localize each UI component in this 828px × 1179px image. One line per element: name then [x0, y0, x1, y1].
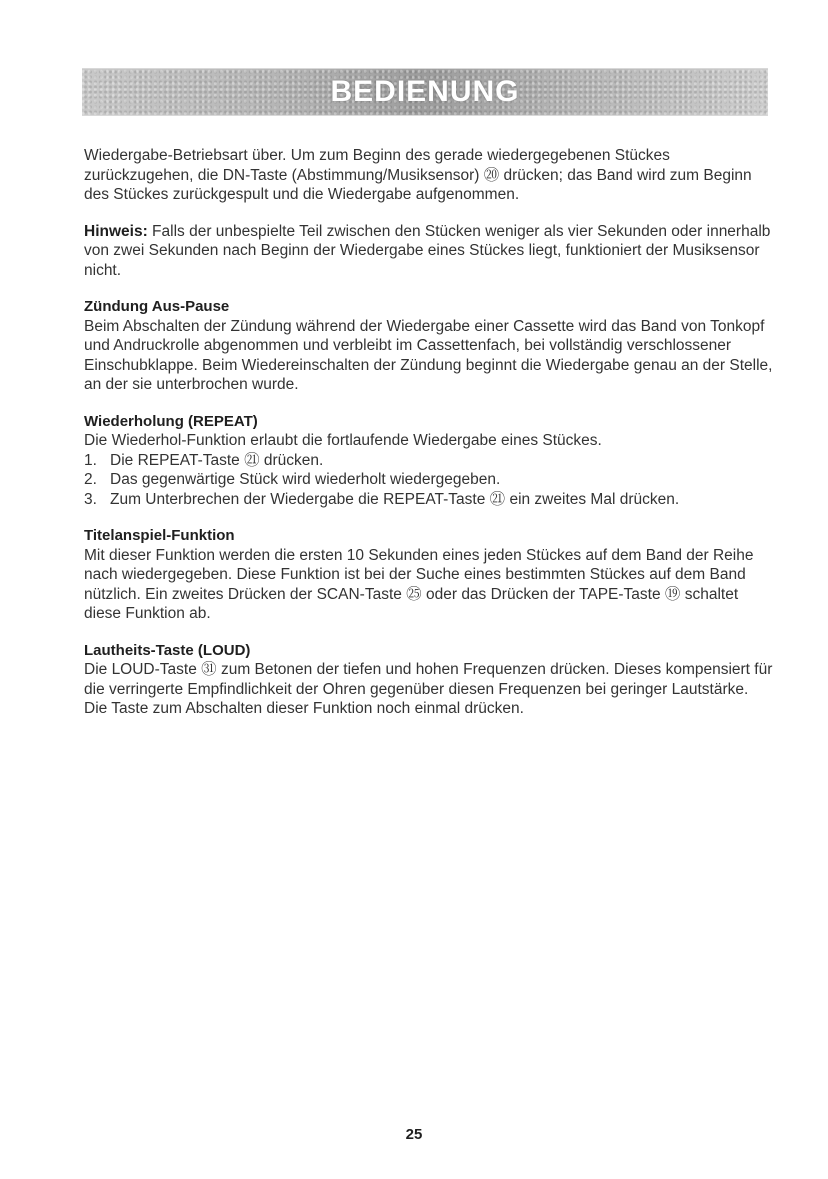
manual-content — [84, 146, 774, 736]
step-number: 3. — [84, 490, 97, 508]
section-ignition-pause — [84, 297, 774, 395]
section-heading: Wiederholung (REPEAT) — [84, 412, 258, 430]
note-text: Falls der unbespielte Teil zwischen den Stücken weniger als vier Sekunden oder innerhalb von zwei Sekunden nach Beginn der Wiedergabe eines Stückes liegt, funktioniert der Musiksensor nicht. — [84, 222, 771, 279]
section-text: Die Wiederhol-Funktion erlaubt die fortlaufende Wiedergabe eines Stückes. — [84, 432, 602, 449]
section-text: Mit dieser Funktion werden die ersten 10 Sekunden eines jeden Stückes auf dem Band der Reihe nach wiedergegeben. Diese Funktion ist bei der Suche eines bestimmten Stückes auf dem Band nützlich. Ein zweites Drücken der SCAN-Taste ㉕ oder das Drücken der TAPE-Taste ⑲ schaltet diese Funktion ab. — [84, 546, 754, 622]
step-number: 1. — [84, 451, 97, 469]
list-item — [84, 451, 774, 471]
page-title: BEDIENUNG — [330, 75, 520, 108]
section-text: Die LOUD-Taste ㉛ zum Betonen der tiefen und hohen Frequenzen drücken. Dieses kompensiert für die verringerte Empfindlichkeit der Ohren gegenüber diesen Frequenzen bei geringer Lautstärke. Die Taste zum Abschalten dieser Funktion noch einmal drücken. — [84, 661, 773, 717]
note-label: Hinweis: — [84, 222, 148, 240]
list-item — [84, 490, 774, 510]
section-heading: Titelanspiel-Funktion — [84, 527, 235, 544]
section-text: Beim Abschalten der Zündung während der Wiedergabe einer Cassette wird das Band von Tonkopf und Andruckrolle abgenommen und verbleibt im Cassettenfach, bei vollständig verschlossener Einschubklappe. Beim Wiedereinschalten der Zündung beginnt die Wiedergabe genau an der Stelle, an der sie unterbrochen wurde. — [84, 317, 773, 393]
section-scan — [84, 526, 774, 624]
list-item — [84, 470, 774, 490]
section-loudness — [84, 641, 774, 719]
section-repeat — [84, 412, 774, 510]
page-number: 25 — [405, 1126, 423, 1143]
step-text: Die REPEAT-Taste ㉑ drücken. — [110, 451, 324, 469]
step-text: Das gegenwärtige Stück wird wiederholt wiedergegeben. — [110, 471, 501, 488]
step-text: Zum Unterbrechen der Wiedergabe die REPEAT-Taste ㉑ ein zweites Mal drücken. — [110, 490, 680, 508]
section-heading: Lautheits-Taste (LOUD) — [84, 641, 251, 659]
step-number: 2. — [84, 471, 97, 488]
section-heading: Zündung Aus-Pause — [84, 298, 230, 315]
repeat-steps-list — [84, 451, 774, 510]
note-paragraph — [84, 222, 774, 281]
section-banner — [82, 68, 768, 116]
intro-paragraph: Wiedergabe-Betriebsart über. Um zum Beginn des gerade wiedergegebenen Stückes zurückzugehen, die DN-Taste (Abstimmung/Musiksensor) ⑳ drücken; das Band wird zum Beginn des Stückes zurückgespult und die Wiedergabe aufgenommen. — [84, 147, 752, 203]
